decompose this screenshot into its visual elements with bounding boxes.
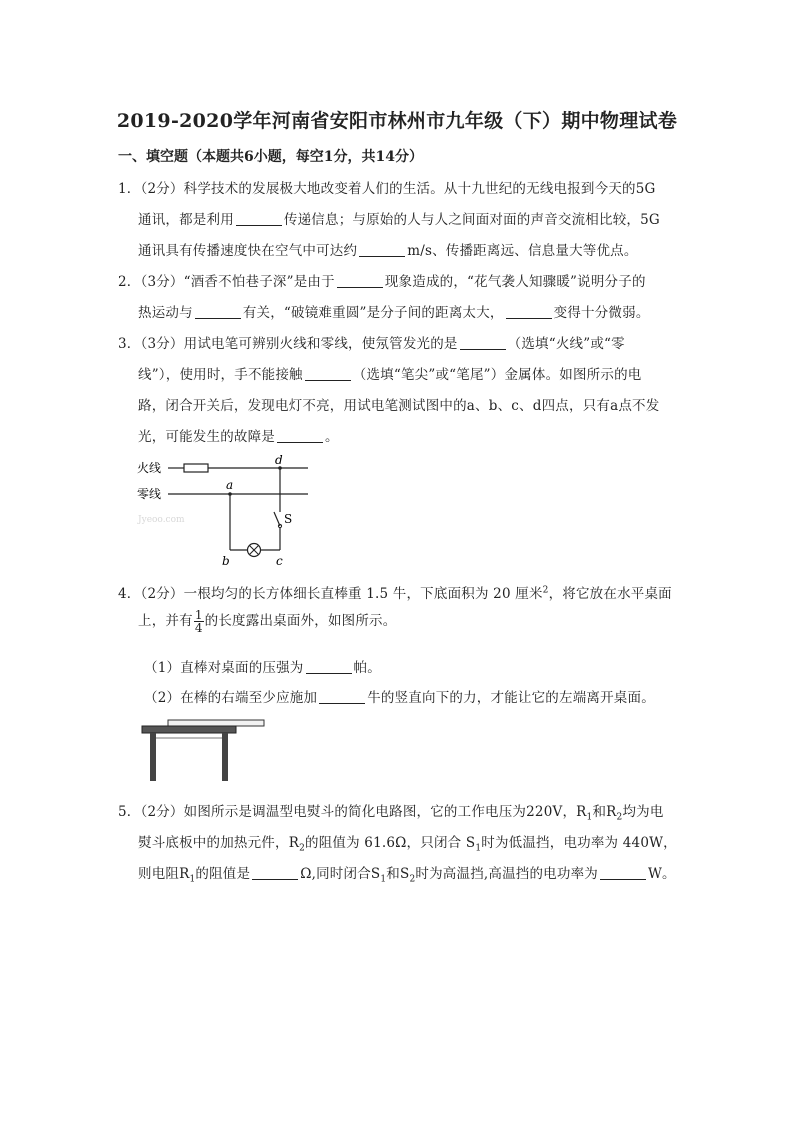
fuse (184, 464, 208, 472)
label-b: b (222, 554, 230, 568)
answer-blank[interactable] (236, 212, 282, 227)
q1-line-3: 通讯具有传播速度快在空气中可达约 m/s、传播距离远、信息量大等优点。 (138, 243, 638, 259)
switch-blade (274, 512, 280, 526)
table-leg-right (222, 733, 228, 781)
answer-blank[interactable] (252, 866, 298, 881)
q3-line-1: 3．（3分）用试电笔可辨别火线和零线，使氖管发光的是 （选填“火线”或“零 (118, 336, 625, 352)
answer-blank[interactable] (460, 336, 506, 351)
fraction-one-quarter: $\frac{1}{4}$ (194, 608, 203, 635)
q5-line-2: 熨斗底板中的加热元件，$R_2$的阻值为 61.6Ω，只闭合 $S_1$时为低温挡，电功率为 440W， (138, 835, 677, 854)
q4-subquestion-1: （1）直棒对桌面的压强为 帕。 (144, 660, 381, 676)
answer-blank[interactable] (600, 866, 646, 881)
rod (168, 720, 264, 726)
label-c: c (276, 554, 283, 568)
label-d: d (275, 453, 283, 467)
neutral-wire-label: 零线 (137, 487, 162, 501)
q5-line-3: 则电阻$R_1$的阻值是 Ω,同时闭合$S_1$和$S_2$时为高温挡,高温挡的电功率为 W。 (138, 866, 676, 885)
circuit-diagram (132, 450, 322, 572)
answer-blank[interactable] (195, 305, 241, 320)
watermark: Jyeoo.com (138, 515, 185, 525)
q1-line-2: 通讯，都是利用 传递信息；与原始的人与人之间面对面的声音交流相比较，5G (138, 212, 660, 228)
answer-blank[interactable] (319, 690, 365, 705)
answer-blank[interactable] (359, 243, 405, 258)
live-wire-label: 火线 (137, 461, 162, 475)
label-a: a (226, 478, 234, 492)
q5-line-1: 5．（2分）如图所示是调温型电熨斗的简化电路图，它的工作电压为220V，$R_1$和$R_2$均为电 (118, 804, 664, 823)
q1-line-1: 1．（2分）科学技术的发展极大地改变着人们的生活。从十九世纪的无线电报到今天的5G (118, 181, 656, 197)
answer-blank[interactable] (305, 367, 351, 382)
table-leg-left (150, 733, 156, 781)
table-top (142, 726, 236, 733)
answer-blank[interactable] (337, 274, 383, 289)
q4-line-2: 上，并有 $\frac{1}{4}$ 的长度露出桌面外，如图所示。 (138, 608, 397, 635)
section-heading: 一、填空题（本题共6小题，每空1分，共14分） (118, 149, 423, 165)
q3-line-4: 光，可能发生的故障是 。 (138, 429, 339, 445)
answer-blank[interactable] (306, 660, 352, 675)
table-rod-figure (140, 716, 270, 782)
q3-line-3: 路，闭合开关后，发现电灯不亮，用试电笔测试图中的a、b、c、d四点，只有a点不发 (138, 398, 660, 414)
answer-blank[interactable] (506, 305, 552, 320)
lamp-icon (248, 544, 261, 557)
switch-label: S (284, 512, 293, 526)
q4-line-1: 4．（2分）一根均匀的长方体细长直棒重 1.5 牛，下底面积为 20 厘米$^2$，将它放在水平桌面 (118, 585, 672, 602)
q2-line-2: 热运动与 有关，“破镜难重圆”是分子间的距离太大， 变得十分微弱。 (138, 305, 650, 321)
answer-blank[interactable] (277, 429, 323, 444)
page-title: 2019-2020学年河南省安阳市林州市九年级（下）期中物理试卷 (116, 110, 678, 132)
q3-line-2: 线”），使用时，手不能接触 （选填“笔尖”或“笔尾”）金属体。如图所示的电 (138, 367, 642, 383)
q2-line-1: 2．（3分）“酒香不怕巷子深”是由于 现象造成的，“花气袭人知骤暖”说明分子的 (118, 274, 646, 290)
q4-subquestion-2: （2）在棒的右端至少应施加 牛的竖直向下的力，才能让它的左端离开桌面。 (144, 690, 655, 706)
